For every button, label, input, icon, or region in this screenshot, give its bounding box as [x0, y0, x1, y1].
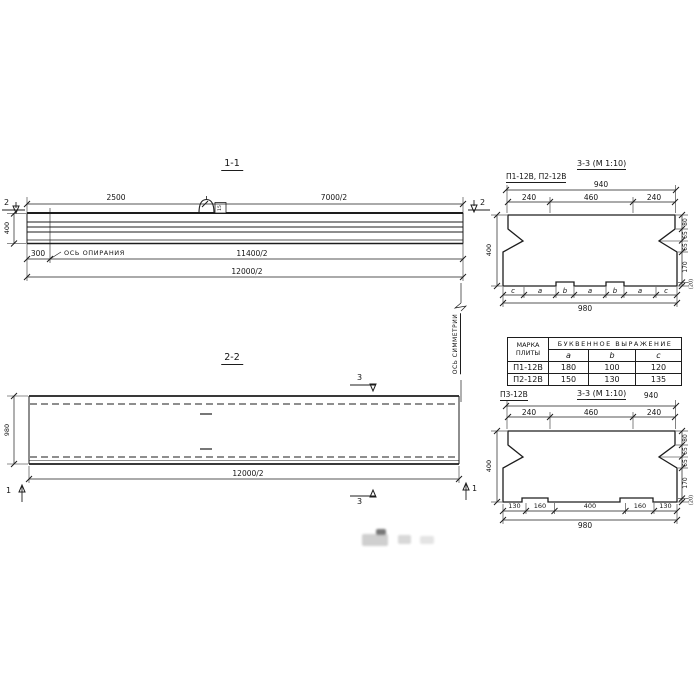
section-2-2-drawing: [7, 384, 469, 502]
support-axis-label: ОСЬ ОПИРАНИЯ: [64, 249, 125, 257]
dim-240-label: 240: [646, 193, 662, 202]
dim-300-label: 300: [30, 249, 46, 258]
dim-80-label: 80: [682, 434, 689, 442]
dim-170-label: 170: [682, 477, 689, 489]
cell-b: 100: [589, 362, 636, 374]
cell-a: 150: [549, 374, 589, 386]
letter-b: b: [562, 286, 568, 295]
cell-a: 180: [549, 362, 589, 374]
dim-65-label: 65: [682, 242, 689, 251]
plate-spec-table: [507, 337, 682, 386]
dim-80-label: 80: [682, 218, 689, 226]
dim-170-label: 170: [682, 261, 689, 273]
letter-a: a: [637, 286, 643, 295]
dim-20-label: (20): [688, 494, 695, 506]
dim-20-label: (20): [688, 278, 695, 290]
dim-240-label: 240: [521, 408, 537, 417]
section-2-2-title: 2-2: [221, 353, 243, 365]
variant-label-p3: П3-12В: [500, 390, 528, 399]
dim-980-plan-label: 980: [2, 423, 11, 437]
table-header-mark: МАРКА ПЛИТЫ: [508, 338, 549, 362]
table-header-c: c: [636, 350, 682, 362]
variant-label-p1-p2: П1-12В, П2-12В: [506, 172, 567, 181]
dim-65-label: 65: [682, 458, 689, 467]
cut-marker-2-left: 2: [4, 198, 10, 207]
letter-b: b: [612, 286, 618, 295]
dim-240-label: 240: [521, 193, 537, 202]
dim-2500-label: 2500: [106, 193, 126, 202]
dim-11400-label: 11400/2: [236, 249, 268, 258]
dim-980-section-label: 980: [577, 520, 593, 530]
dim-460-label: 460: [583, 408, 599, 417]
dim-65-label: 65: [682, 447, 689, 455]
dim-400-section-label: 400: [484, 459, 493, 473]
loop-tag-label: 15: [217, 204, 223, 211]
dim-940-top-label: 940: [593, 180, 609, 189]
lifting-loop-icon: [199, 200, 214, 214]
dim-130-label: 130: [659, 502, 672, 510]
table-header-b: b: [589, 350, 636, 362]
dim-400-left-label: 400: [2, 221, 11, 235]
dim-400-label: 400: [583, 502, 597, 510]
scan-smudge: [398, 535, 411, 544]
dim-7000-label: 7000/2: [320, 193, 348, 202]
cut-marker-1-left: 1: [6, 486, 12, 495]
letter-a: a: [537, 286, 543, 295]
scan-smudge: [362, 534, 388, 546]
section-3-3-bottom-title: 3-3 (М 1:10): [577, 389, 627, 398]
dim-240-label: 240: [646, 408, 662, 417]
letter-c: c: [511, 286, 515, 295]
dim-980-section-label: 980: [577, 303, 593, 313]
cut-marker-3-bottom: 3: [357, 497, 363, 506]
cell-mark: П2-12В: [508, 374, 549, 386]
cell-c: 120: [636, 362, 682, 374]
section-3-3-top-title: 3-3 (М 1:10): [577, 159, 627, 168]
table-header-a: a: [549, 350, 589, 362]
letter-a: a: [587, 286, 593, 295]
dim-460-label: 460: [583, 193, 599, 202]
dim-160-label: 160: [533, 502, 547, 510]
letter-c: c: [664, 286, 668, 295]
dim-65-label: 65: [682, 231, 689, 239]
dim-400-section-label: 400: [484, 243, 493, 257]
table-row: [508, 374, 682, 386]
dim-160-label: 160: [633, 502, 647, 510]
cut-marker-2-right: 2: [480, 198, 486, 207]
dim-940-bottom-label: 940: [643, 391, 659, 400]
cell-b: 130: [589, 374, 636, 386]
cut-marker-3-top: 3: [357, 373, 363, 382]
dim-12000-label: 12000/2: [231, 267, 263, 276]
table-row: [508, 362, 682, 374]
cell-mark: П1-12В: [508, 362, 549, 374]
dim-130-label: 130: [508, 502, 521, 510]
dim-12000-plan-label: 12000/2: [232, 469, 264, 478]
cross-section-body: [503, 431, 677, 502]
cell-c: 135: [636, 374, 682, 386]
cross-section-body: [503, 215, 677, 286]
symmetry-axis-label: ОСЬ СИММЕТРИИ: [452, 313, 459, 375]
cut-marker-1-right: 1: [472, 484, 478, 493]
section-1-1-title: 1-1: [221, 159, 243, 171]
scan-smudge: [376, 529, 386, 535]
scan-smudge: [420, 536, 434, 544]
table-header-expression: БУКВЕННОЕ ВЫРАЖЕНИЕ: [549, 338, 682, 350]
